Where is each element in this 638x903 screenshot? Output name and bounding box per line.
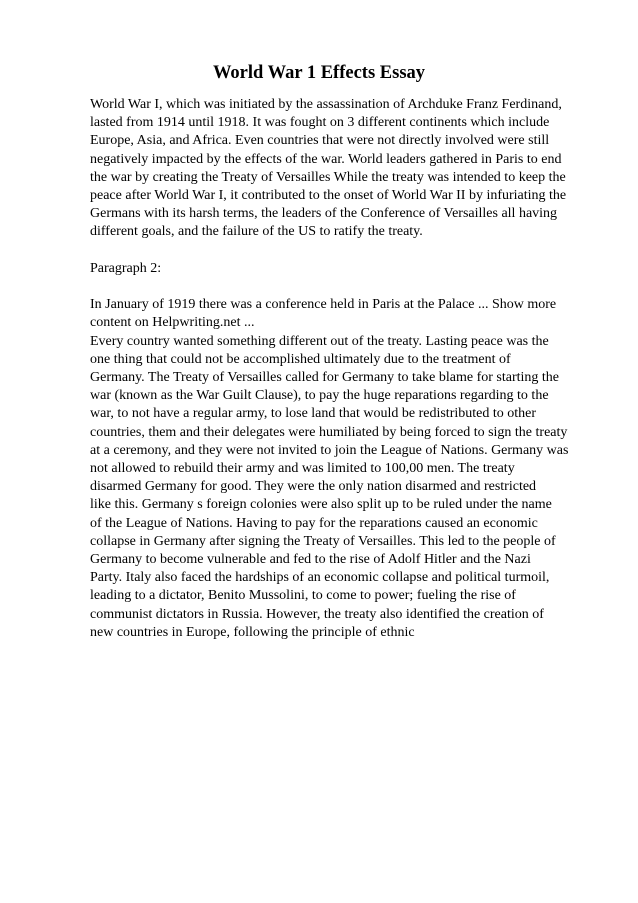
paragraph-3-line: at a ceremony, and they were not invited to join the League of Nations. Germany was	[90, 442, 569, 458]
paragraph-3-line: war, to not have a regular army, to lose land that would be redistributed to other	[90, 406, 537, 422]
paragraph-1-line: lasted from 1914 until 1918. It was fought on 3 different continents which include	[90, 115, 550, 131]
paragraph-3-line: In January of 1919 there was a conference held in Paris at the Palace ... Show more	[90, 297, 557, 313]
paragraph-spacer	[90, 242, 600, 260]
essay-body	[90, 96, 600, 642]
paragraph-3-line: collapse in Germany after signing the Treaty of Versailles. This led to the people of	[90, 533, 556, 549]
paragraph-3-line: Germany to become vulnerable and fed to the rise of Adolf Hitler and the Nazi	[90, 552, 531, 568]
paragraph-1-line: Europe, Asia, and Africa. Even countries that were not directly involved were still	[90, 133, 550, 149]
paragraph-1-line: peace after World War I, it contributed to the onset of World War II by infuriating the	[90, 188, 567, 204]
paragraph-3-line: war (known as the War Guilt Clause), to pay the huge reparations regarding to the	[90, 388, 549, 404]
paragraph-3-line: new countries in Europe, following the principle of ethnic	[90, 624, 415, 640]
paragraph-3-line: of the League of Nations. Having to pay for the reparations caused an economic	[90, 515, 538, 531]
paragraph-spacer	[90, 278, 600, 296]
paragraph-1-line: negatively impacted by the effects of the war. World leaders gathered in Paris to end	[90, 151, 562, 167]
paragraph-3-line: disarmed Germany for good. They were the only nation disarmed and restricted	[90, 479, 537, 495]
paragraph-3-line: leading to a dictator, Benito Mussolini, to come to power; fueling the rise of	[90, 588, 516, 604]
paragraph-3-line: communist dictators in Russia. However, the treaty also identified the creation of	[90, 606, 544, 622]
paragraph-3-line: Germany. The Treaty of Versailles called for Germany to take blame for starting the	[90, 370, 559, 386]
paragraph-3-line: not allowed to rebuild their army and was limited to 100,00 men. The treaty	[90, 461, 515, 477]
paragraph-3	[90, 296, 600, 642]
paragraph-1-line: different goals, and the failure of the US to ratify the treaty.	[90, 224, 423, 240]
paragraph-1-line: Germans with its harsh terms, the leaders of the Conference of Versailles all having	[90, 206, 558, 222]
page-title: World War 1 Effects Essay	[212, 63, 426, 83]
paragraph-3-line: Every country wanted something different out of the treaty. Lasting peace was the	[90, 333, 549, 349]
paragraph-2-heading	[90, 260, 600, 278]
paragraph-1-line: the war by creating the Treaty of Versailles While the treaty was intended to keep the	[90, 169, 566, 185]
paragraph-3-line: one thing that could not be accomplished ultimately due to the treatment of	[90, 351, 511, 367]
paragraph-3-line: like this. Germany s foreign colonies were also split up to be ruled under the name	[90, 497, 552, 513]
paragraph-3-line: Party. Italy also faced the hardships of an economic collapse and political turmoil,	[90, 570, 550, 586]
paragraph-3-line: content on Helpwriting.net ...	[90, 315, 255, 331]
paragraph-1-line: World War I, which was initiated by the assassination of Archduke Franz Ferdinand,	[90, 97, 562, 112]
paragraph-heading-line: Paragraph 2:	[90, 260, 162, 276]
paragraph-1	[90, 96, 600, 242]
paragraph-3-line: countries, them and their delegates were humiliated by being forced to sign the treaty	[90, 424, 568, 440]
